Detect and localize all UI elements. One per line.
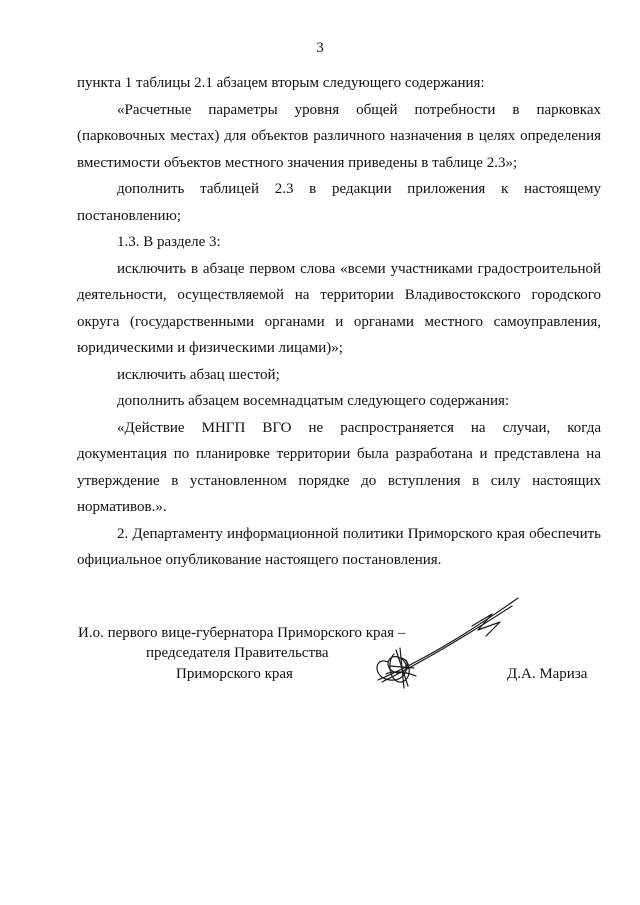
paragraph: дополнить таблицей 2.3 в редакции приложения к настоящему постановлению; bbox=[77, 181, 601, 224]
signatory-position-line: И.о. первого вице-губернатора Приморского края – bbox=[78, 625, 406, 641]
paragraph: «Действие МНГП ВГО не распространяется на случаи, когда документация по планировке территории была разработана и представлена на утверждение в установленном порядке до вступления в силу настоящих нормативов.». bbox=[77, 419, 601, 515]
handwritten-signature bbox=[360, 592, 530, 692]
paragraph: 1.3. В разделе 3: bbox=[117, 234, 221, 250]
page-number: 3 bbox=[316, 40, 324, 56]
paragraph: «Расчетные параметры уровня общей потребности в парковках (парковочных местах) для объектов различного назначения в целях определения вместимости объектов местного значения приведены в таблице 2.3»; bbox=[77, 101, 601, 171]
paragraph: пункта 1 таблицы 2.1 абзацем вторым следующего содержания: bbox=[77, 75, 485, 91]
paragraph: 2. Департаменту информационной политики Приморского края обеспечить официальное опубликование настоящего постановления. bbox=[77, 525, 601, 568]
document-body bbox=[77, 70, 601, 574]
paragraph: исключить в абзаце первом слова «всеми участниками градостроительной деятельности, осуществляемой на территории Владивостокского городского округа (государственными органами и органами местного самоуправления, юридическими и физическими лицами)»; bbox=[77, 260, 601, 356]
signatory-position-line: председателя Правительства bbox=[146, 645, 329, 661]
paragraph: исключить абзац шестой; bbox=[117, 366, 280, 383]
signatory-position-line: Приморского края bbox=[176, 666, 293, 682]
signatory-name: Д.А. Мариза bbox=[507, 666, 588, 682]
paragraph: дополнить абзацем восемнадцатым следующего содержания: bbox=[117, 393, 510, 409]
